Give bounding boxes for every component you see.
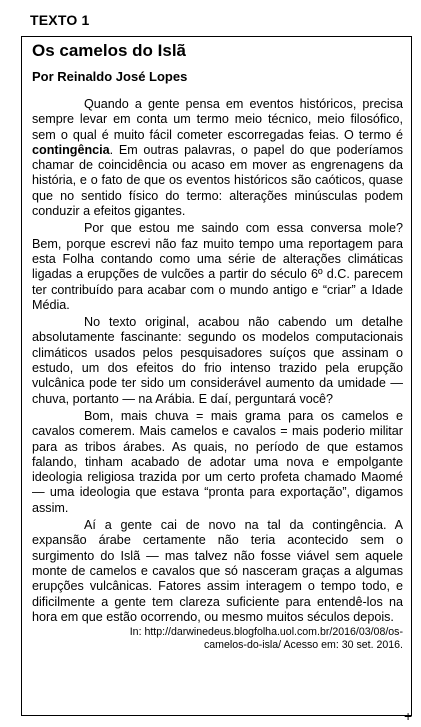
article-box <box>21 36 412 716</box>
paragraph-3: No texto original, acabou não cabendo um detalhe absolutamente fascinante: segundo os modelos computacionais climáticos usados pelos pesquisadores suíços que assinam o estudo, um dos efeitos do frio intenso trazido pela erupção vulcânica pode ter sido um considerável aumento da umidade — chuva, portanto — na Arábia. E daí, perguntará você? <box>32 315 403 406</box>
article-title: Os camelos do Islã <box>32 41 187 60</box>
article-body <box>32 97 403 625</box>
paragraph-1 <box>32 97 403 219</box>
paragraph-4: Bom, mais chuva = mais grama para os camelos e cavalos comerem. Mais camelos e cavalos = mais poderio militar para as tribos árabes. As quais, no período de que estamos falando, tinham acabado de adotar uma nova e empolgante ideologia religiosa trazida por um certo profeta chamado Maomé — uma ideologia que estava “pronta para exportação”, digamos assim. <box>32 408 403 515</box>
paragraph-1-end: . Em outras palavras, o papel do que poderíamos chamar de coincidência ou acaso em mover as engrenagens da história, e o fato de que os eventos históricos são caóticos, quase que no sentido físico do termo: alterações minúsculas podem conduzir a efeitos gigantes. <box>32 142 403 219</box>
bold-term: contingência <box>32 142 110 157</box>
source-citation: In: http://darwinedeus.blogfolha.uol.com.br/2016/03/08/os-camelos-do-isla/ Acesso em: 30 set. 2016. <box>129 626 403 652</box>
paragraph-2: Por que estou me saindo com essa conversa mole? Bem, porque escrevi não faz muito tempo uma reportagem para esta Folha contando como uma série de alterações climáticas ligadas a erupções de vulcões a partir do século 6º d.C. parecem ter contribuído para acabar com o mundo antigo e “criar” a Idade Média. <box>32 221 403 312</box>
paragraph-5: Aí a gente cai de novo na tal da contingência. A expansão árabe certamente não teria acontecido sem o surgimento do Islã — mas talvez não fosse viável sem aquele monte de camelos e cavalos que só nasceram graças a algumas erupções vulcânicas. Fatores assim interagem o tempo todo, e dificilmente a gente tem clareza suficiente para entendê-los na hora em que estão ocorrendo, ou mesmo muitos séculos depois. <box>32 518 403 624</box>
article-author: Por Reinaldo José Lopes <box>32 69 188 84</box>
paragraph-1-start: Quando a gente pensa em eventos históricos, precisa sempre levar em conta um termo meio técnico, meio filosófico, sem o qual é muito fácil cometer escorregadas feias. O termo é <box>32 97 403 142</box>
crosshair-mark: + <box>404 708 413 724</box>
text-label: TEXTO 1 <box>30 12 90 28</box>
